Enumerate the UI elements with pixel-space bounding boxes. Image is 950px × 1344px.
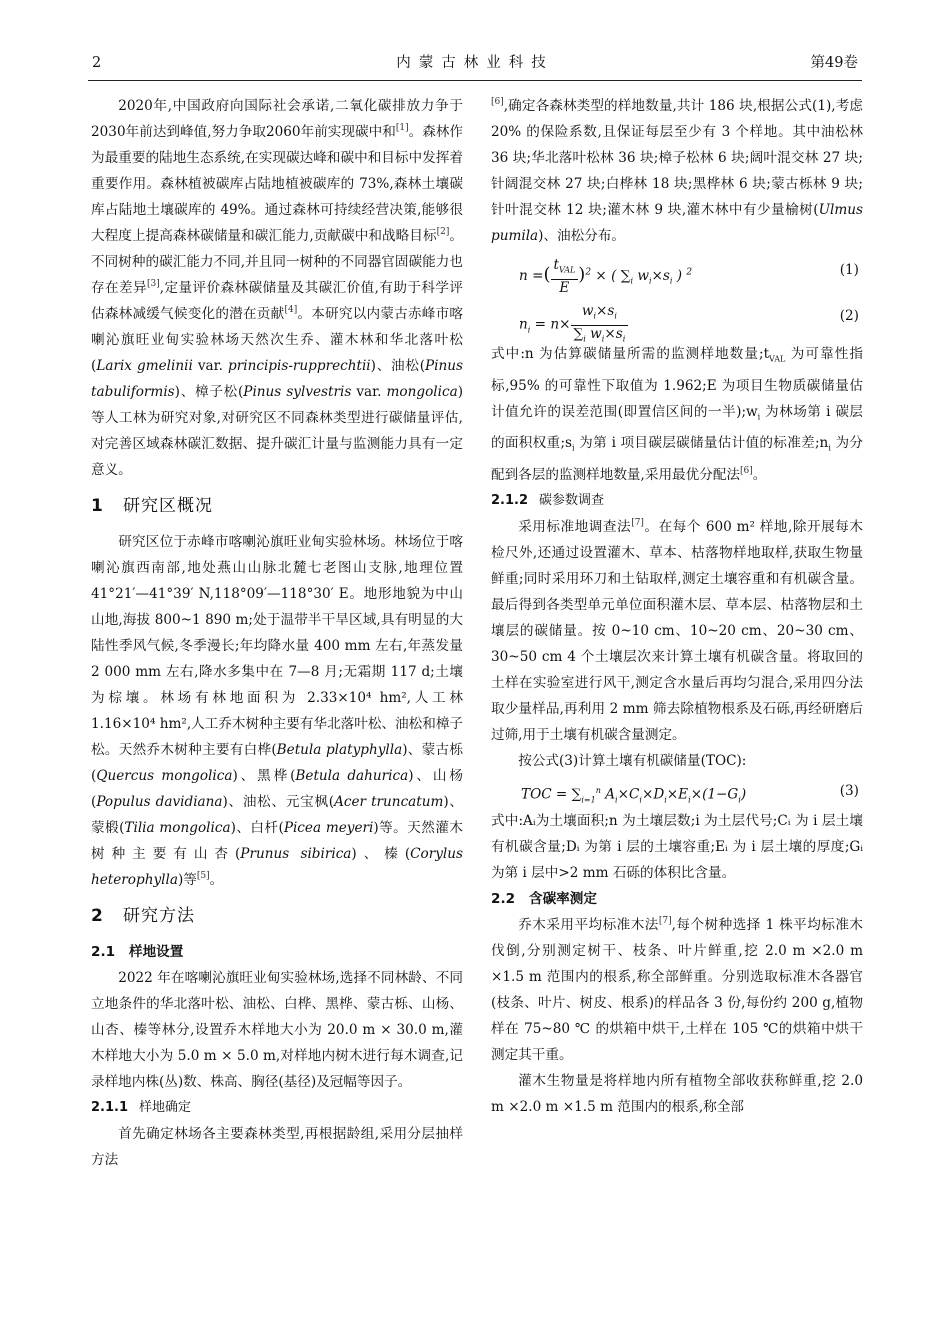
carbon-survey-paragraph: 采用标准地调查法[7]。在每个 600 m² 样地,除开展每木检尺外,还通过设置灌木、草本、枯落物样地取样,获取生物量鲜重;同时采用环刀和土钻取样,测定土壤容重和有机碳含量。最后得到各类型单元单位面积灌木层、草本层、枯落物层和土壤层的碳储量。按 0~10 cm、10~20 cm、20~30 cm、30~50 cm 4 个土壤层次来计算土壤有机碳含量。将取回的土样在实验室进行风干,测定含水量后再均匀混合,采用四分法取少量样品,再利用 2 mm 筛去除植物根系及石砾,再经研磨后过筛,用于土壤有机碳含量测定。 [491, 518, 863, 744]
section-2-1-2-heading: 2.1.2 碳参数调查 [491, 493, 605, 509]
formula-2: $n_i = n\times$ $\frac{w_i\times s_i}{\sum_i w_i\times s_i}$ (2) [519, 303, 859, 344]
volume-label: 第49卷 [810, 55, 858, 71]
right-column [491, 93, 863, 1120]
intro-paragraph: 2020年,中国政府向国际社会承诺,二氧化碳排放力争于2030年前达到峰值,努力争取2060年前实现碳中和[1]。森林作为最重要的陆地生态系统,在实现碳达峰和碳中和目标中发挥着重要作用。森林植被碳库占陆地植被碳库的 73%,森林土壤碳库占陆地土壤碳库的 49%。通过森林可持续经营决策,能够很大程度上提高森林碳储量和碳汇能力,贡献碳中和战略目标[2]。不同树种的碳汇能力不同,并且同一树种的不同器官固碳能力也存在差异[3],定量评价森林碳储量及其碳汇价值,有助于科学评估森林减缓气候变化的潜在贡献[4]。本研究以内蒙古赤峰市喀喇沁旗旺业甸实验林场天然次生乔、灌木林和华北落叶松(Larix gmelinii var. principis-rupprechtii)、油松(Pinus tabuliformis)、樟子松(Pinus sylvestris var. mongolica)等人工林为研究对象,对研究区不同森林类型进行碳储量评估,对完善区域森林碳汇数据、提升碳汇计量与监测能力具有一定意义。 [91, 98, 464, 478]
section-2-heading: 2 研究方法 [91, 906, 195, 926]
study-area-paragraph: 研究区位于赤峰市喀喇沁旗旺业甸实验林场。林场位于喀喇沁旗西南部,地处燕山山脉北麓七老图山支脉,地理位置 41°21′—41°39′ N,118°09′—118°30′ E。地形地貌为中山山地,海拔 800~1 890 m;处于温带半干旱区域,具有明显的大陆性季风气候,冬季漫长;年均降水量 400 mm 左右,年蒸发量 2 000 mm 左右,降水多集中在 7—8 月;无霜期 117 d;土壤为棕壤。林场有林地面积为 2.33×10⁴ hm²,人工林 1.16×10⁴ hm²,人工乔木树种主要有华北落叶松、油松和樟子松。天然乔木树种主要有白桦(Betula platyphylla)、蒙古栎(Quercus mongolica)、黑桦(Betula dahurica)、山杨(Populus davidiana)、油松、元宝枫(Acer truncatum)、蒙椴(Tilia mongolica)、白杄(Picea meyeri)等。天然灌木树种主要有山杏(Prunus sibirica)、榛(Corylus heterophylla)等[5]。 [91, 534, 464, 888]
plot-determination-paragraph-start: 首先确定林场各主要森林类型,再根据龄组,采用分层抽样方法 [91, 1126, 463, 1168]
section-2-1-heading: 2.1 样地设置 [91, 944, 184, 960]
shrub-biomass-paragraph: 灌木生物量是将样地内所有植物全部收获称鲜重,挖 2.0 m ×2.0 m ×1.5 m 范围内的根系,称全部 [491, 1073, 863, 1116]
section-2-2-heading: 2.2 含碳率测定 [491, 891, 597, 908]
page-number: 2 [92, 55, 102, 71]
formula-3: TOC = $\sum_{i=1}^n$ $A_i\times C_i\times D_i\times E_i\times(1-G_i)$ (3) [521, 783, 859, 805]
formula-explanation: 式中:n 为估算碳储量所需的监测样地数量$;t_{VAL}$ 为可靠性指标,95% 的可靠性下取值为 1.962;E 为项目生物质碳储量估计值允许的误差范围(即置信区间的一半)$;w_i$ 为林场第 i 碳层的面积权重$;s_i$ 为第 i 项目碳层碳储量估计值的标准差$;n_i$ 为分配到各层的监测样地数量,采用最优分配法[6]。 [491, 346, 863, 484]
left-column [91, 93, 463, 1173]
carbon-rate-paragraph: 乔木采用平均标准木法[7],每个树种选择 1 株平均标准木伐倒,分别测定树干、枝条、叶片鲜重,挖 2.0 m ×2.0 m ×1.5 m 范围内的根系,称全部鲜重。分别选取标准木各器官(枝条、叶片、树皮、根系)的样品各 3 份,每份约 200 g,植物样在 75~80 ℃ 的烘箱中烘干,土样在 105 ℃的烘箱中烘干测定其干重。 [491, 916, 863, 1064]
header-rule [88, 80, 862, 81]
formula-3-explanation: 式中:Aᵢ为土壤面积;n 为土壤层数;i 为土层代号;Cᵢ 为 i 层土壤有机碳含量;Dᵢ 为第 i 层的土壤容重;Eᵢ 为 i 层土壤的厚度;Gᵢ 为第 i 层中>2 mm 石砾的体积比含量。 [491, 813, 863, 882]
plot-determination-paragraph-cont: [6],确定各森林类型的样地数量,共计 186 块,根据公式(1),考虑 20% 的保险系数,且保证每层至少有 3 个样地。其中油松林 36 块;华北落叶松林 36 块;樟子松林 6 块;阔叶混交林 27 块;针阔混交林 27 块;白桦林 18 块;黑桦林 6 块;蒙古栎林 9 块;针叶混交林 12 块;灌木林 9 块,灌木林中有少量榆树(Ulmus pumila)、油松分布。 [491, 97, 863, 244]
section-1-heading: 1 研究区概况 [91, 496, 213, 516]
journal-title: 内蒙古林业科技 [396, 55, 554, 71]
plot-setup-paragraph: 2022 年在喀喇沁旗旺业甸实验林场,选择不同林龄、不同立地条件的华北落叶松、油松、白桦、黑桦、蒙古栎、山杨、山杏、榛等林分,设置乔木样地大小为 20.0 m × 30.0 m,灌木样地大小为 5.0 m × 5.0 m,对样地内树木进行每木调查,记录样地内株(丛)数、株高、胸径(基径)及冠幅等因子。 [91, 970, 463, 1090]
running-header [92, 52, 858, 76]
section-2-1-1-heading: 2.1.1 样地确定 [91, 1100, 192, 1115]
formula-1: n =( $\frac{t_{VAL}}{E}$ )$^2$ × ( $\sum_i$ $w_i\times s_i$ ) $^2$ (1) [519, 257, 859, 296]
toc-intro: 按公式(3)计算土壤有机碳储量(TOC): [518, 753, 747, 770]
